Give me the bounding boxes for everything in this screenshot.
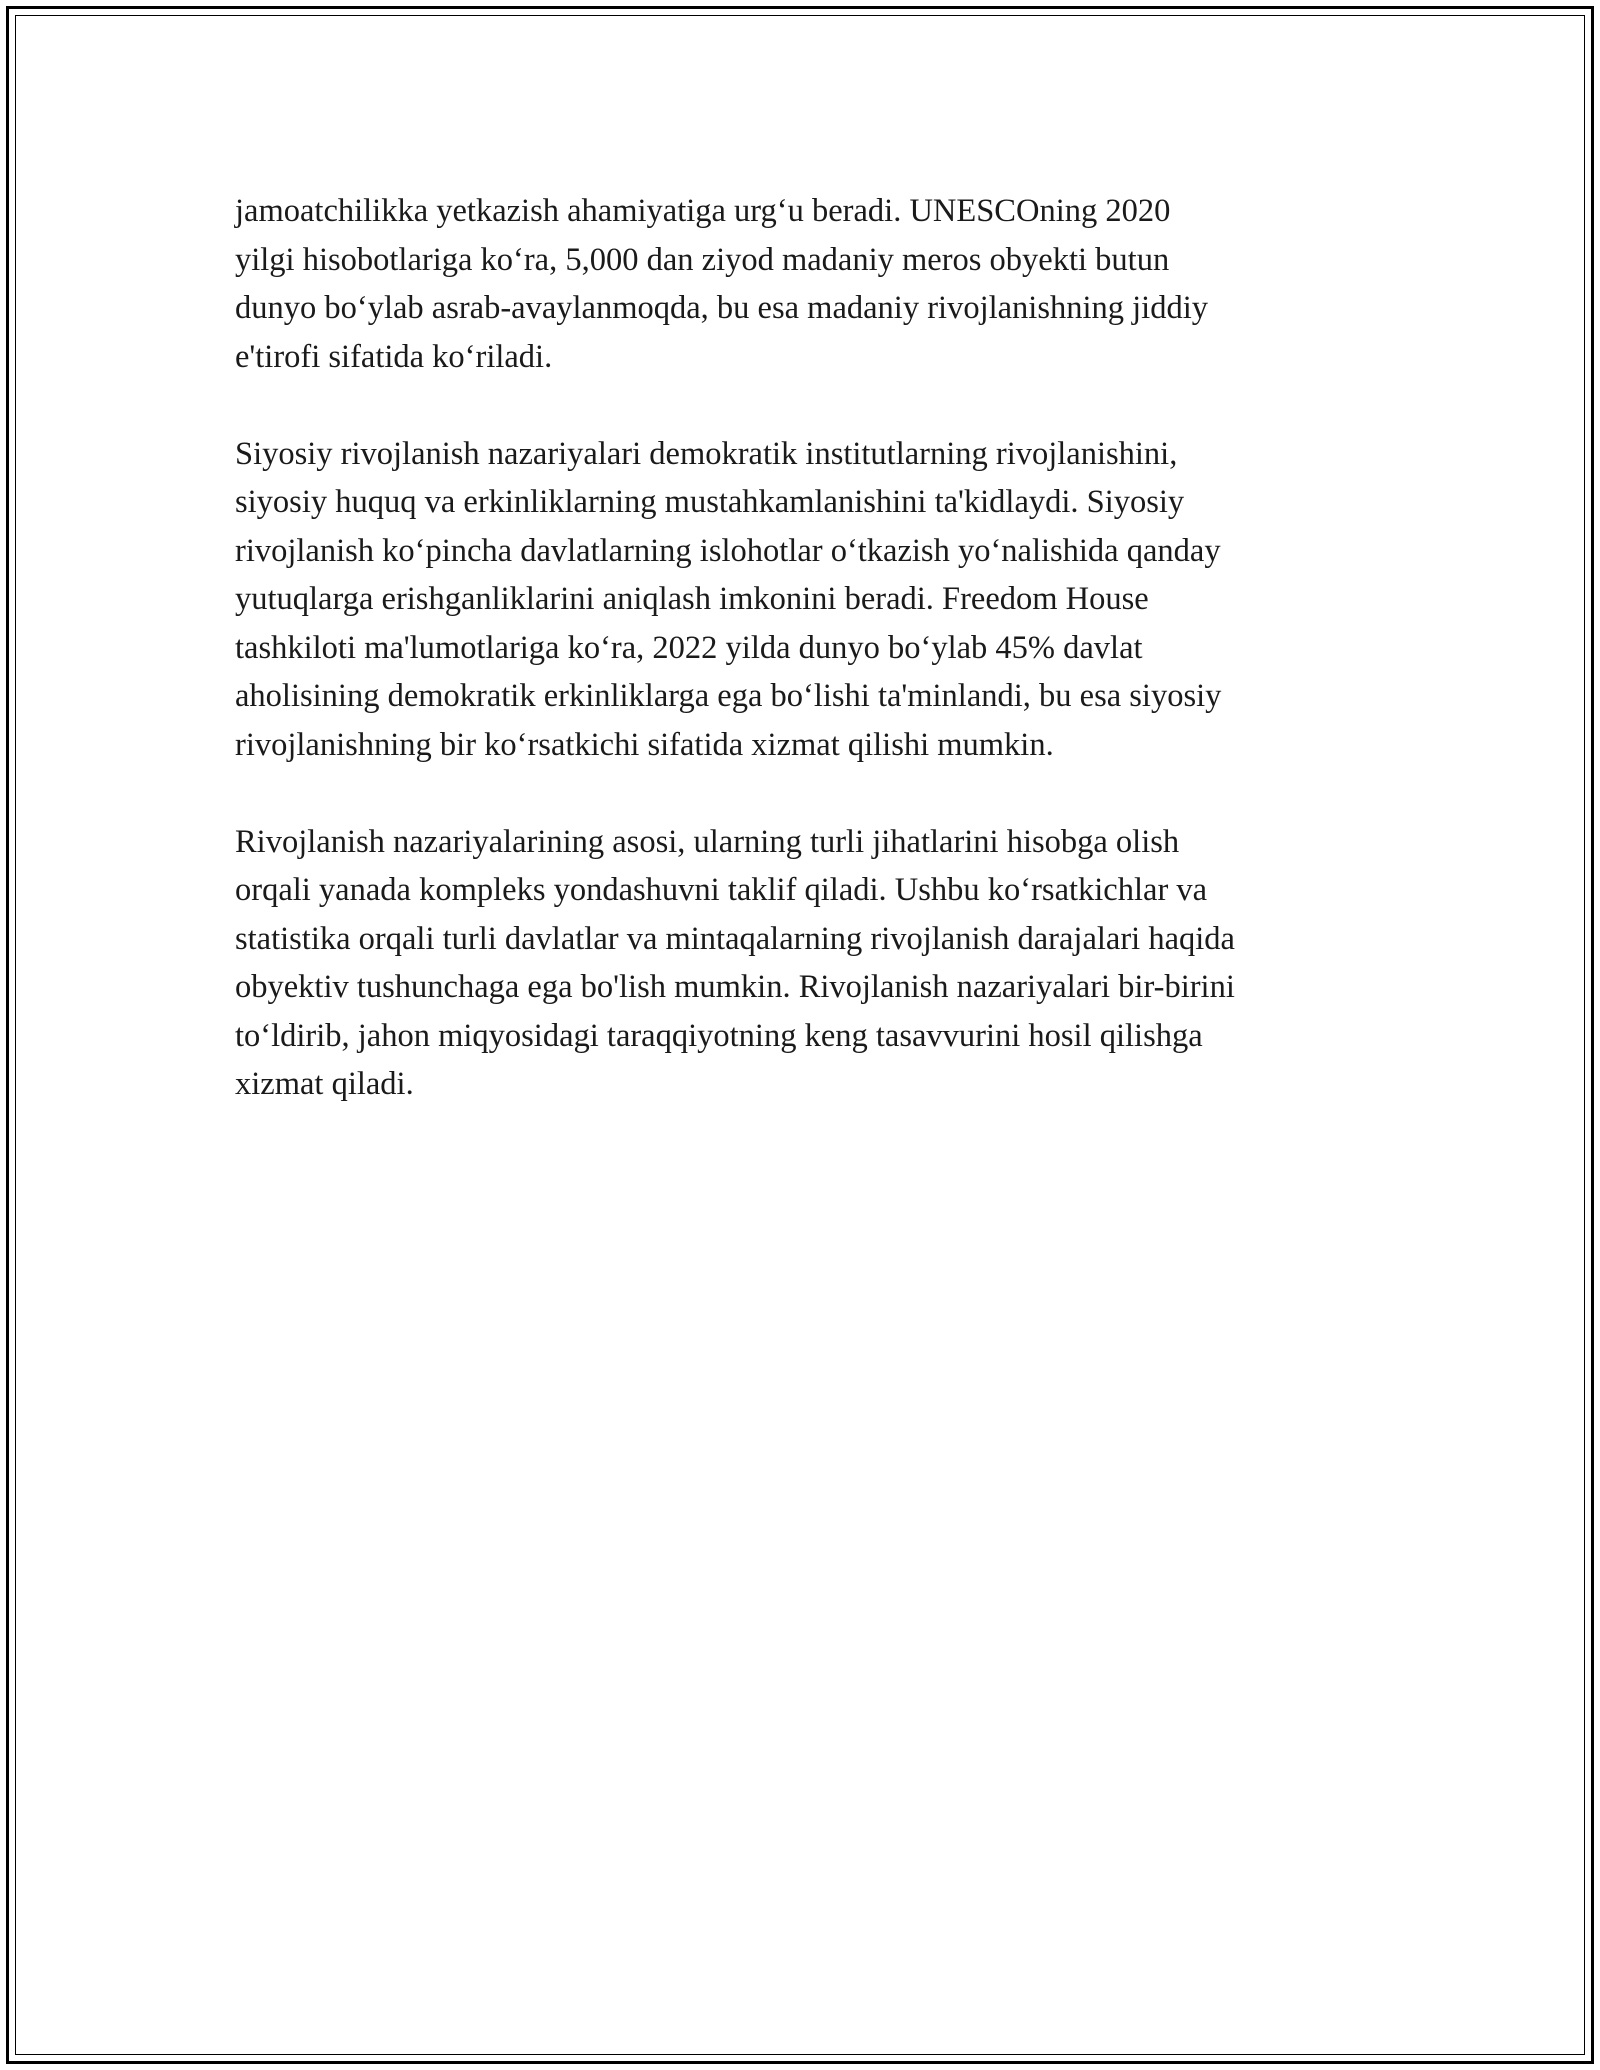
paragraph-line: jamoatchilikka yetkazish ahamiyatiga urg‘u beradi. UNESCOning 2020 (235, 193, 1171, 229)
paragraph-line: siyosiy huquq va erkinliklarning mustahkamlanishini ta'kidlaydi. Siyosiy (235, 484, 1185, 520)
paragraph-line: aholisining demokratik erkinliklarga ega bo‘lishi ta'minlandi, bu esa siyosiy (235, 678, 1222, 714)
paragraph-cultural-heritage (235, 187, 1375, 381)
paragraph-line: to‘ldirib, jahon miqyosidagi taraqqiyotning keng tasavvurini hosil qilishga (235, 1017, 1203, 1054)
paragraph-line: Siyosiy rivojlanish nazariyalari demokratik institutlarning rivojlanishini, (235, 435, 1178, 472)
document-body (235, 187, 1375, 1157)
paragraph-development-theories-summary (235, 818, 1375, 1109)
paragraph-line: rivojlanishning bir ko‘rsatkichi sifatida xizmat qilishi mumkin. (235, 726, 1054, 763)
paragraph-political-development (235, 430, 1375, 770)
paragraph-line: Rivojlanish nazariyalarining asosi, ularning turli jihatlarini hisobga olish (235, 823, 1180, 860)
paragraph-line: dunyo bo‘ylab asrab-avaylanmoqda, bu esa madaniy rivojlanishning jiddiy (235, 290, 1208, 326)
paragraph-line: yilgi hisobotlariga ko‘ra, 5,000 dan ziyod madaniy meros obyekti butun (235, 241, 1170, 278)
paragraph-line: statistika orqali turli davlatlar va mintaqalarning rivojlanish darajalari haqida (235, 920, 1235, 957)
paragraph-line: e'tirofi sifatida ko‘riladi. (235, 338, 553, 375)
paragraph-line: rivojlanish ko‘pincha davlatlarning islohotlar o‘tkazish yo‘nalishida qanday (235, 532, 1221, 569)
paragraph-line: tashkiloti ma'lumotlariga ko‘ra, 2022 yilda dunyo bo‘ylab 45% davlat (235, 629, 1143, 666)
paragraph-line: xizmat qiladi. (235, 1066, 414, 1102)
paragraph-line: obyektiv tushunchaga ega bo'lish mumkin. Rivojlanish nazariyalari bir-birini (235, 969, 1235, 1005)
paragraph-line: yutuqlarga erishganliklarini aniqlash imkonini beradi. Freedom House (235, 581, 1149, 617)
paragraph-line: orqali yanada kompleks yondashuvni taklif qiladi. Ushbu ko‘rsatkichlar va (235, 872, 1208, 908)
